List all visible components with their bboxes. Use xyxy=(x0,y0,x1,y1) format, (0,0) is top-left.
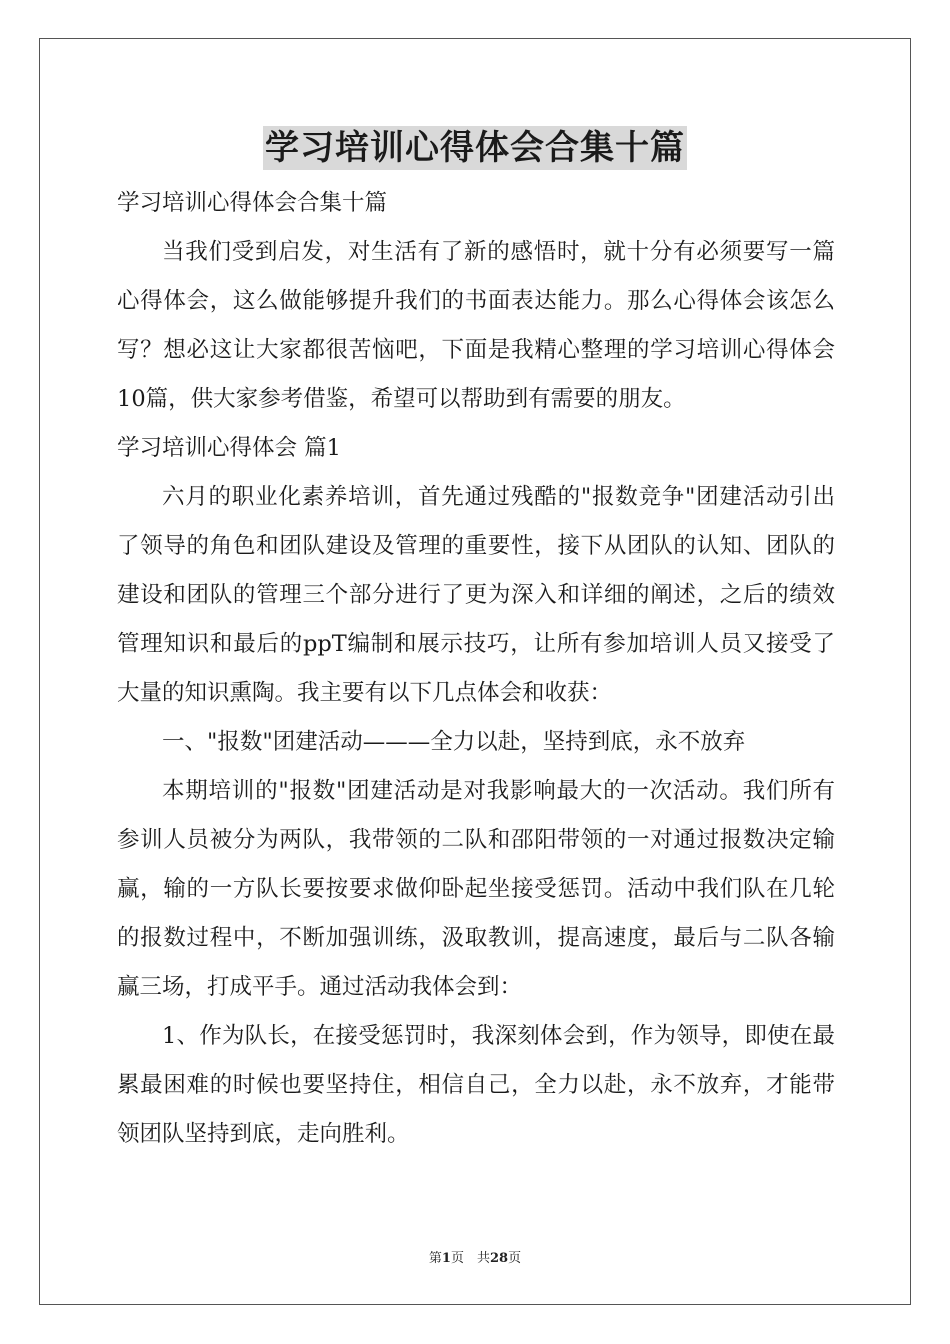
page-current: 1 xyxy=(441,1251,451,1266)
body-paragraph: 六月的职业化素养培训，首先通过残酷的"报数竞争"团建活动引出了领导的角色和团队建设及管理的重要性，接下从团队的认知、团队的建设和团队的管理三个部分进行了更为深入和详细的阐述，之后的绩效管理知识和最后的ppT编制和展示技巧，让所有参加培训人员又接受了大量的知识熏陶。我主要有以下几点体会和收获： xyxy=(117,484,835,706)
intro-paragraph: 当我们受到启发，对生活有了新的感悟时，就十分有必须要写一篇心得体会，这么做能够提升我们的书面表达能力。那么心得体会该怎么写？想必这让大家都很苦恼吧，下面是我精心整理的学习培训心得体会10篇，供大家参考借鉴，希望可以帮助到有需要的朋友。 xyxy=(117,239,835,412)
document-subtitle: 学习培训心得体会合集十篇 xyxy=(117,190,388,216)
document-title: 学习培训心得体会合集十篇 xyxy=(265,128,685,168)
point-heading: 一、"报数"团建活动———全力以赴，坚持到底，永不放弃 xyxy=(162,729,746,755)
body-paragraph: 本期培训的"报数"团建活动是对我影响最大的一次活动。我们所有参训人员被分为两队，我带领的二队和邵阳带领的一对通过报数决定输赢，输的一方队长要按要求做仰卧起坐接受惩罚。活动中我们队在几轮的报数过程中，不断加强训练，汲取教训，提高速度，最后与二队各输赢三场，打成平手。通过活动我体会到： xyxy=(117,778,835,1000)
page-prefix: 第 xyxy=(428,1251,442,1266)
section-heading: 学习培训心得体会 篇1 xyxy=(117,435,341,461)
page-total: 28 xyxy=(489,1251,509,1266)
page-mid: 页 共 xyxy=(450,1251,490,1266)
body-paragraph: 1、作为队长，在接受惩罚时，我深刻体会到，作为领导，即使在最累最困难的时候也要坚持住，相信自己，全力以赴，永不放弃，才能带领团队坚持到底，走向胜利。 xyxy=(117,1023,835,1147)
document-body xyxy=(117,179,835,1159)
page-footer xyxy=(0,1247,950,1266)
title-area xyxy=(0,126,950,170)
page-suffix: 页 xyxy=(508,1251,522,1266)
